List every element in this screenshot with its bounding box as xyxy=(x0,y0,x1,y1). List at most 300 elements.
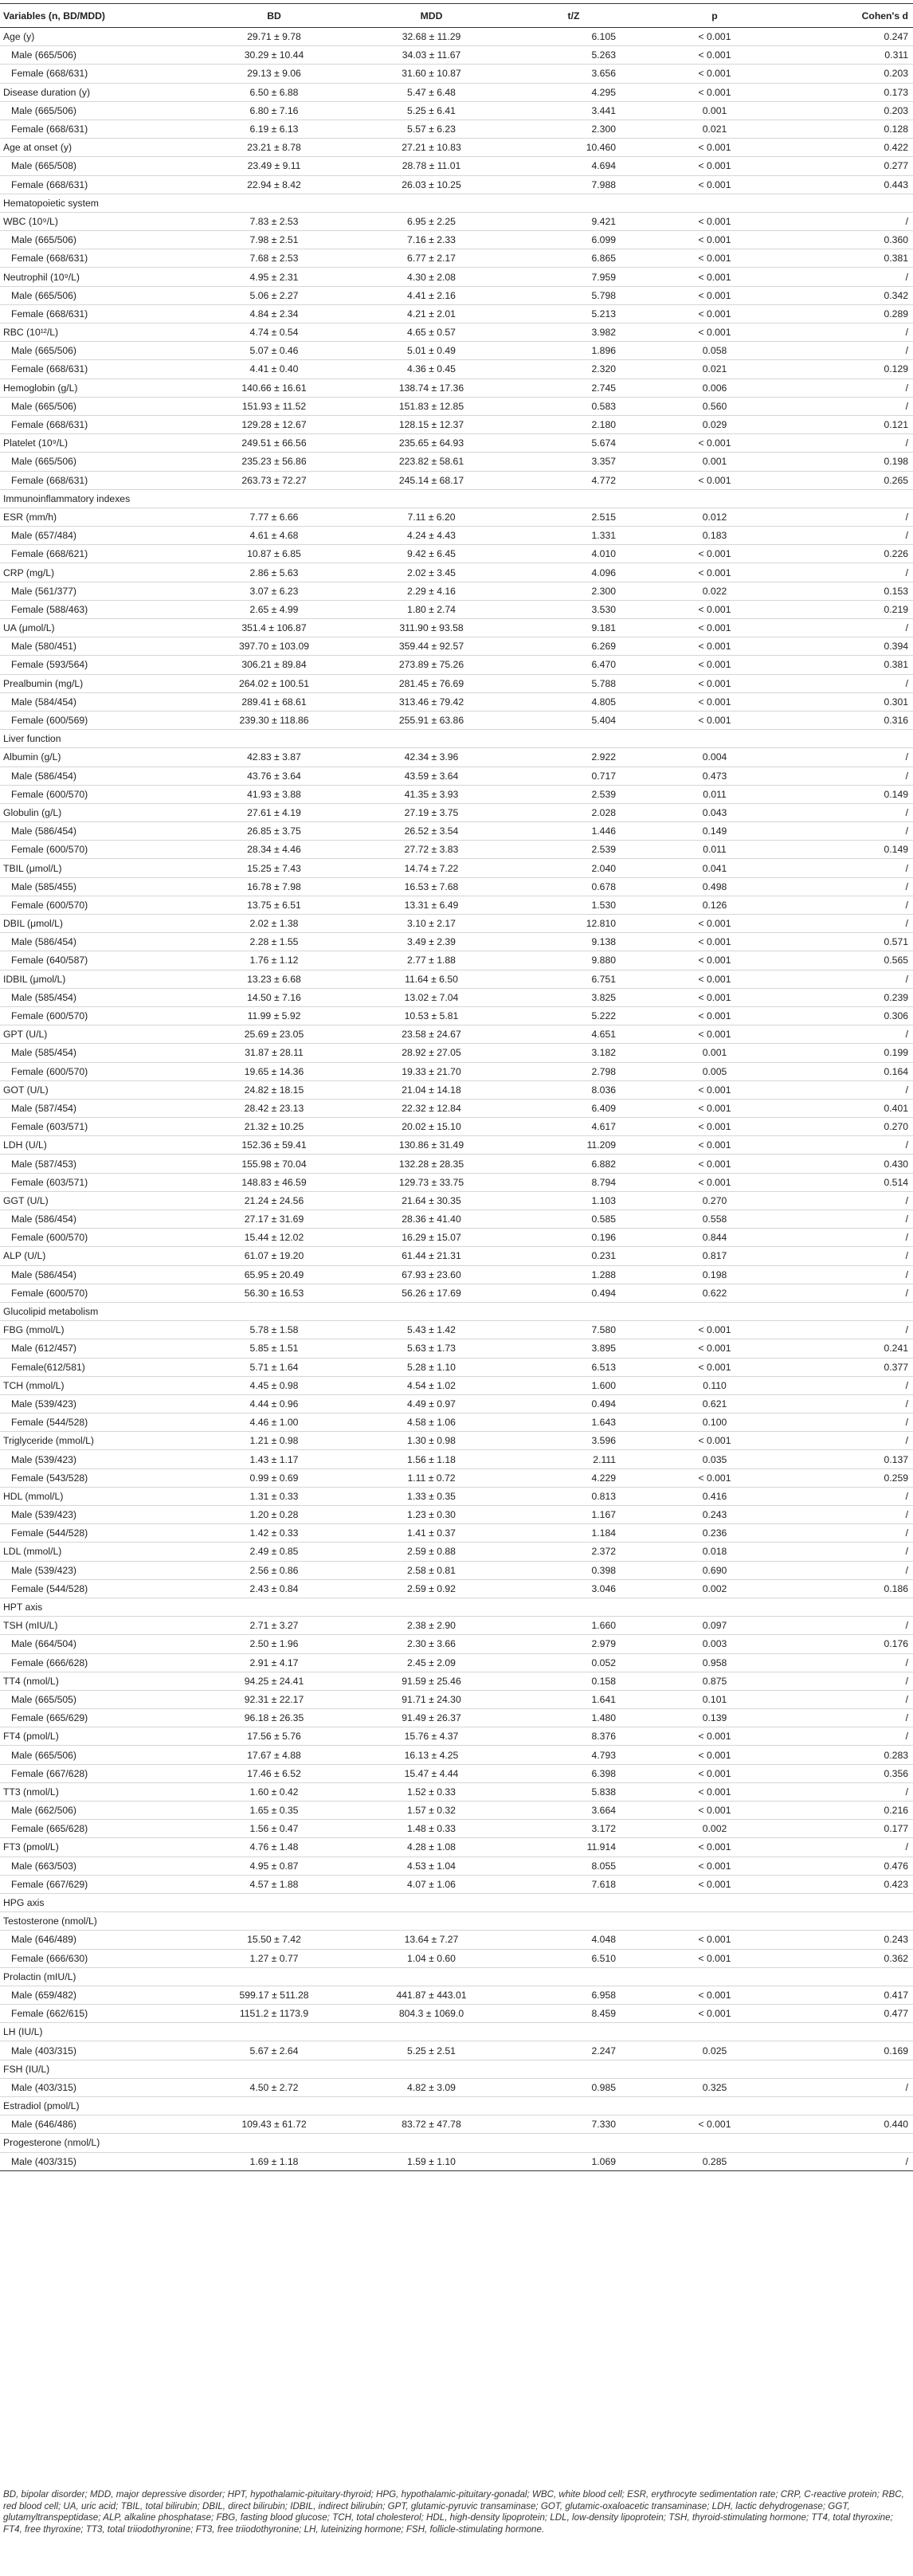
p-cell: < 0.001 xyxy=(630,1802,799,1820)
mdd-cell: 20.02 ± 15.10 xyxy=(349,1118,514,1136)
table-row xyxy=(0,83,913,101)
cohens-d-cell: 0.362 xyxy=(799,1949,913,1967)
cohens-d-cell: / xyxy=(799,896,913,914)
variable-cell: LH (IU/L) xyxy=(0,2023,199,2041)
t-z-cell: 4.651 xyxy=(514,1025,630,1044)
cohens-d-cell: 0.430 xyxy=(799,1155,913,1173)
p-cell: 0.029 xyxy=(630,415,799,433)
mdd-cell: 1.48 ± 0.33 xyxy=(349,1820,514,1838)
bd-cell xyxy=(199,1302,349,1320)
t-z-cell: 4.694 xyxy=(514,157,630,175)
p-cell: 0.416 xyxy=(630,1487,799,1505)
mdd-cell: 6.95 ± 2.25 xyxy=(349,212,514,230)
t-z-cell: 2.539 xyxy=(514,841,630,859)
table-row xyxy=(0,915,913,933)
mdd-cell: 4.36 ± 0.45 xyxy=(349,360,514,378)
cohens-d-cell: / xyxy=(799,323,913,342)
table-body xyxy=(0,28,913,2171)
mdd-cell: 5.47 ± 6.48 xyxy=(349,83,514,101)
mdd-cell: 130.86 ± 31.49 xyxy=(349,1136,514,1155)
cohens-d-cell: / xyxy=(799,378,913,397)
bd-cell: 2.56 ± 0.86 xyxy=(199,1561,349,1579)
t-z-cell: 3.664 xyxy=(514,1802,630,1820)
section-header-row xyxy=(0,489,913,508)
cohens-d-cell: / xyxy=(799,1709,913,1727)
mdd-cell xyxy=(349,2060,514,2078)
variable-cell: Male (664/504) xyxy=(0,1635,199,1653)
cohens-d-cell: 0.477 xyxy=(799,2005,913,2023)
t-z-cell: 8.794 xyxy=(514,1173,630,1191)
table-row xyxy=(0,970,913,988)
cohens-d-cell: 0.476 xyxy=(799,1857,913,1875)
variable-cell: Female (543/528) xyxy=(0,1468,199,1487)
variable-cell: Male (586/454) xyxy=(0,1265,199,1284)
mdd-cell: 15.76 ± 4.37 xyxy=(349,1727,514,1746)
t-z-cell: 5.788 xyxy=(514,674,630,692)
table-row xyxy=(0,65,913,83)
cohens-d-cell: / xyxy=(799,1432,913,1450)
cohens-d-cell: / xyxy=(799,212,913,230)
cohens-d-cell xyxy=(799,2060,913,2078)
bd-cell: 96.18 ± 26.35 xyxy=(199,1709,349,1727)
p-cell: 0.001 xyxy=(630,1044,799,1062)
p-cell: < 0.001 xyxy=(630,268,799,286)
cohens-d-cell xyxy=(799,1893,913,1911)
table-row xyxy=(0,1450,913,1468)
bd-cell: 1.27 ± 0.77 xyxy=(199,1949,349,1967)
t-z-cell: 7.330 xyxy=(514,2115,630,2134)
p-cell: < 0.001 xyxy=(630,1949,799,1967)
bd-cell: 7.83 ± 2.53 xyxy=(199,212,349,230)
p-cell: < 0.001 xyxy=(630,1468,799,1487)
table-row xyxy=(0,1949,913,1967)
table-row xyxy=(0,896,913,914)
cohens-d-cell: / xyxy=(799,342,913,360)
mdd-cell: 31.60 ± 10.87 xyxy=(349,65,514,83)
table-row xyxy=(0,1746,913,1764)
cohens-d-cell: / xyxy=(799,1025,913,1044)
bd-cell: 129.28 ± 12.67 xyxy=(199,415,349,433)
p-cell: < 0.001 xyxy=(630,83,799,101)
p-cell: 0.126 xyxy=(630,896,799,914)
bd-cell: 27.17 ± 31.69 xyxy=(199,1210,349,1229)
t-z-cell: 2.247 xyxy=(514,2041,630,2060)
table-row xyxy=(0,101,913,120)
mdd-cell: 13.31 ± 6.49 xyxy=(349,896,514,914)
mdd-cell: 21.64 ± 30.35 xyxy=(349,1191,514,1210)
table-row xyxy=(0,1432,913,1450)
t-z-cell: 2.979 xyxy=(514,1635,630,1653)
p-cell: < 0.001 xyxy=(630,915,799,933)
t-z-cell xyxy=(514,2060,630,2078)
table-row xyxy=(0,1044,913,1062)
t-z-cell: 4.048 xyxy=(514,1931,630,1949)
variable-cell: Female (668/631) xyxy=(0,65,199,83)
mdd-cell: 83.72 ± 47.78 xyxy=(349,2115,514,2134)
cohens-d-cell: / xyxy=(799,1561,913,1579)
variable-cell: Glucolipid metabolism xyxy=(0,1302,199,1320)
variable-cell: Female (640/587) xyxy=(0,951,199,970)
variable-cell: Male (539/423) xyxy=(0,1394,199,1413)
cohens-d-cell: / xyxy=(799,1782,913,1801)
cohens-d-cell: / xyxy=(799,527,913,545)
mdd-cell: 61.44 ± 21.31 xyxy=(349,1247,514,1265)
mdd-cell: 16.29 ± 15.07 xyxy=(349,1229,514,1247)
mdd-cell: 5.57 ± 6.23 xyxy=(349,120,514,138)
variable-cell: Estradiol (pmol/L) xyxy=(0,2097,199,2115)
header-variables: Variables (n, BD/MDD) xyxy=(0,4,199,28)
bd-cell: 148.83 ± 46.59 xyxy=(199,1173,349,1191)
table-row xyxy=(0,1118,913,1136)
mdd-cell: 4.82 ± 3.09 xyxy=(349,2078,514,2096)
table-row xyxy=(0,1543,913,1561)
t-z-cell: 4.805 xyxy=(514,692,630,711)
mdd-cell: 151.83 ± 12.85 xyxy=(349,397,514,415)
cohens-d-cell: 0.381 xyxy=(799,656,913,674)
cohens-d-cell: 0.247 xyxy=(799,28,913,46)
variable-cell: GGT (U/L) xyxy=(0,1191,199,1210)
bd-cell: 1.69 ± 1.18 xyxy=(199,2152,349,2170)
bd-cell: 1.20 ± 0.28 xyxy=(199,1506,349,1524)
mdd-cell: 22.32 ± 12.84 xyxy=(349,1099,514,1117)
p-cell xyxy=(630,2097,799,2115)
bd-cell: 29.71 ± 9.78 xyxy=(199,28,349,46)
cohens-d-cell: 0.422 xyxy=(799,139,913,157)
p-cell xyxy=(630,2060,799,2078)
variable-cell: Testosterone (nmol/L) xyxy=(0,1912,199,1931)
bd-cell: 249.51 ± 66.56 xyxy=(199,434,349,453)
cohens-d-cell xyxy=(799,2023,913,2041)
table-row xyxy=(0,1967,913,1986)
t-z-cell xyxy=(514,2134,630,2152)
p-cell: 0.139 xyxy=(630,1709,799,1727)
t-z-cell: 2.300 xyxy=(514,582,630,600)
variable-cell: RBC (10¹²/L) xyxy=(0,323,199,342)
variable-cell: Prolactin (mIU/L) xyxy=(0,1967,199,1986)
t-z-cell: 3.441 xyxy=(514,101,630,120)
p-cell: < 0.001 xyxy=(630,1782,799,1801)
cohens-d-cell: / xyxy=(799,1413,913,1432)
mdd-cell: 3.10 ± 2.17 xyxy=(349,915,514,933)
variable-cell: TBIL (μmol/L) xyxy=(0,859,199,877)
mdd-cell: 1.04 ± 0.60 xyxy=(349,1949,514,1967)
variable-cell: Age at onset (y) xyxy=(0,139,199,157)
variable-cell: Female (600/570) xyxy=(0,1006,199,1025)
table-row xyxy=(0,619,913,637)
bd-cell: 24.82 ± 18.15 xyxy=(199,1080,349,1099)
bd-cell: 0.99 ± 0.69 xyxy=(199,1468,349,1487)
variable-cell: Male (665/506) xyxy=(0,397,199,415)
p-cell: 0.041 xyxy=(630,859,799,877)
bd-cell: 351.4 ± 106.87 xyxy=(199,619,349,637)
variable-cell: Male (587/453) xyxy=(0,1155,199,1173)
bd-cell: 263.73 ± 72.27 xyxy=(199,471,349,489)
cohens-d-cell: 0.198 xyxy=(799,453,913,471)
table-row xyxy=(0,1986,913,2004)
mdd-cell: 26.03 ± 10.25 xyxy=(349,175,514,194)
cohens-d-cell: / xyxy=(799,1394,913,1413)
mdd-cell: 5.63 ± 1.73 xyxy=(349,1339,514,1358)
mdd-cell: 32.68 ± 11.29 xyxy=(349,28,514,46)
variable-cell: Female (668/631) xyxy=(0,249,199,268)
table-row xyxy=(0,2005,913,2023)
p-cell xyxy=(630,2023,799,2041)
bd-cell: 1151.2 ± 1173.9 xyxy=(199,2005,349,2023)
mdd-cell: 56.26 ± 17.69 xyxy=(349,1284,514,1302)
table-row xyxy=(0,342,913,360)
table-row xyxy=(0,2041,913,2060)
cohens-d-cell: 0.219 xyxy=(799,600,913,618)
bd-cell: 1.21 ± 0.98 xyxy=(199,1432,349,1450)
table-row xyxy=(0,1912,913,1931)
p-cell: < 0.001 xyxy=(630,1321,799,1339)
table-row xyxy=(0,600,913,618)
p-cell: < 0.001 xyxy=(630,1746,799,1764)
bd-cell: 152.36 ± 59.41 xyxy=(199,1136,349,1155)
variable-cell: Female (603/571) xyxy=(0,1173,199,1191)
table-row xyxy=(0,1413,913,1432)
t-z-cell: 7.959 xyxy=(514,268,630,286)
t-z-cell: 3.825 xyxy=(514,988,630,1006)
bd-cell: 23.21 ± 8.78 xyxy=(199,139,349,157)
mdd-cell: 67.93 ± 23.60 xyxy=(349,1265,514,1284)
bd-cell: 41.93 ± 3.88 xyxy=(199,785,349,803)
cohens-d-cell: / xyxy=(799,1080,913,1099)
t-z-cell: 5.838 xyxy=(514,1782,630,1801)
cohens-d-cell: 0.239 xyxy=(799,988,913,1006)
t-z-cell: 6.105 xyxy=(514,28,630,46)
variable-cell: FT3 (pmol/L) xyxy=(0,1838,199,1857)
table-row xyxy=(0,545,913,563)
table-row xyxy=(0,434,913,453)
t-z-cell: 3.982 xyxy=(514,323,630,342)
t-z-cell: 2.040 xyxy=(514,859,630,877)
mdd-cell xyxy=(349,730,514,748)
table-row xyxy=(0,1284,913,1302)
cohens-d-cell xyxy=(799,194,913,212)
p-cell: < 0.001 xyxy=(630,323,799,342)
bd-cell: 7.98 ± 2.51 xyxy=(199,231,349,249)
bd-cell: 397.70 ± 103.09 xyxy=(199,637,349,656)
p-cell: 0.558 xyxy=(630,1210,799,1229)
mdd-cell: 3.49 ± 2.39 xyxy=(349,933,514,951)
p-cell: 0.001 xyxy=(630,101,799,120)
p-cell: 0.621 xyxy=(630,1394,799,1413)
p-cell: 0.018 xyxy=(630,1543,799,1561)
t-z-cell: 4.229 xyxy=(514,1468,630,1487)
variable-cell: Male (539/423) xyxy=(0,1561,199,1579)
variable-cell: Immunoinflammatory indexes xyxy=(0,489,199,508)
variable-cell: Female (544/528) xyxy=(0,1524,199,1543)
cohens-d-cell: / xyxy=(799,1524,913,1543)
table-row xyxy=(0,1173,913,1191)
p-cell: 0.002 xyxy=(630,1820,799,1838)
table-row xyxy=(0,2152,913,2170)
mdd-cell: 4.21 ± 2.01 xyxy=(349,304,514,323)
t-z-cell: 2.300 xyxy=(514,120,630,138)
cohens-d-cell: 0.129 xyxy=(799,360,913,378)
t-z-cell xyxy=(514,2097,630,2115)
p-cell: < 0.001 xyxy=(630,434,799,453)
bd-cell: 1.56 ± 0.47 xyxy=(199,1820,349,1838)
mdd-cell: 4.41 ± 2.16 xyxy=(349,286,514,304)
cohens-d-cell xyxy=(799,1302,913,1320)
variable-cell: Male (665/506) xyxy=(0,231,199,249)
p-cell: < 0.001 xyxy=(630,600,799,618)
cohens-d-cell xyxy=(799,2134,913,2152)
mdd-cell xyxy=(349,1893,514,1911)
cohens-d-cell: 0.277 xyxy=(799,157,913,175)
cohens-d-cell: / xyxy=(799,563,913,582)
bd-cell: 28.34 ± 4.46 xyxy=(199,841,349,859)
t-z-cell: 3.172 xyxy=(514,1820,630,1838)
variable-cell: Hemoglobin (g/L) xyxy=(0,378,199,397)
p-cell: < 0.001 xyxy=(630,563,799,582)
variable-cell: Female (600/570) xyxy=(0,896,199,914)
cohens-d-cell: / xyxy=(799,767,913,785)
bd-cell: 30.29 ± 10.44 xyxy=(199,46,349,65)
table-row xyxy=(0,1653,913,1672)
cohens-d-cell: / xyxy=(799,1543,913,1561)
bd-cell: 23.49 ± 9.11 xyxy=(199,157,349,175)
p-cell: < 0.001 xyxy=(630,970,799,988)
p-cell: 0.011 xyxy=(630,785,799,803)
table-row xyxy=(0,1099,913,1117)
p-cell: < 0.001 xyxy=(630,637,799,656)
bd-cell: 264.02 ± 100.51 xyxy=(199,674,349,692)
t-z-cell xyxy=(514,194,630,212)
mdd-cell: 2.59 ± 0.92 xyxy=(349,1579,514,1598)
variable-cell: HPT axis xyxy=(0,1598,199,1616)
mdd-cell: 1.30 ± 0.98 xyxy=(349,1432,514,1450)
variable-cell: Male (665/506) xyxy=(0,453,199,471)
cohens-d-cell: / xyxy=(799,1506,913,1524)
bd-cell: 92.31 ± 22.17 xyxy=(199,1690,349,1708)
variable-cell: FT4 (pmol/L) xyxy=(0,1727,199,1746)
p-cell: 0.058 xyxy=(630,342,799,360)
table-row xyxy=(0,877,913,896)
bd-cell: 7.68 ± 2.53 xyxy=(199,249,349,268)
cohens-d-cell: 0.176 xyxy=(799,1635,913,1653)
table-row xyxy=(0,1062,913,1080)
mdd-cell: 11.64 ± 6.50 xyxy=(349,970,514,988)
bd-cell: 5.06 ± 2.27 xyxy=(199,286,349,304)
variable-cell: Male (585/454) xyxy=(0,988,199,1006)
cohens-d-cell: 0.417 xyxy=(799,1986,913,2004)
p-cell: 0.006 xyxy=(630,378,799,397)
variable-cell: Male (657/484) xyxy=(0,527,199,545)
t-z-cell: 8.376 xyxy=(514,1727,630,1746)
variable-cell: Male (403/315) xyxy=(0,2041,199,2060)
p-cell: 0.270 xyxy=(630,1191,799,1210)
p-cell: < 0.001 xyxy=(630,471,799,489)
p-cell: < 0.001 xyxy=(630,1931,799,1949)
bd-cell: 6.80 ± 7.16 xyxy=(199,101,349,120)
bd-cell: 28.42 ± 23.13 xyxy=(199,1099,349,1117)
t-z-cell: 2.372 xyxy=(514,1543,630,1561)
table-row xyxy=(0,674,913,692)
cohens-d-cell: 0.259 xyxy=(799,1468,913,1487)
t-z-cell: 3.182 xyxy=(514,1044,630,1062)
p-cell: < 0.001 xyxy=(630,1099,799,1117)
t-z-cell: 7.580 xyxy=(514,1321,630,1339)
table-row xyxy=(0,1727,913,1746)
table-row xyxy=(0,1672,913,1690)
mdd-cell: 1.59 ± 1.10 xyxy=(349,2152,514,2170)
p-cell: < 0.001 xyxy=(630,988,799,1006)
p-cell: < 0.001 xyxy=(630,1986,799,2004)
p-cell: 0.001 xyxy=(630,453,799,471)
variable-cell: Female (668/631) xyxy=(0,360,199,378)
table-row xyxy=(0,139,913,157)
bd-cell: 2.71 ± 3.27 xyxy=(199,1617,349,1635)
header-t-z: t/Z xyxy=(514,4,630,28)
p-cell: < 0.001 xyxy=(630,304,799,323)
t-z-cell: 10.460 xyxy=(514,139,630,157)
t-z-cell xyxy=(514,1893,630,1911)
bd-cell: 4.76 ± 1.48 xyxy=(199,1838,349,1857)
variable-cell: TT4 (nmol/L) xyxy=(0,1672,199,1690)
t-z-cell: 1.103 xyxy=(514,1191,630,1210)
bd-cell: 15.50 ± 7.42 xyxy=(199,1931,349,1949)
t-z-cell: 0.678 xyxy=(514,877,630,896)
variable-cell: Male (586/454) xyxy=(0,1210,199,1229)
cohens-d-cell xyxy=(799,1598,913,1616)
bd-cell xyxy=(199,1893,349,1911)
mdd-cell: 7.16 ± 2.33 xyxy=(349,231,514,249)
t-z-cell: 5.798 xyxy=(514,286,630,304)
mdd-cell: 1.80 ± 2.74 xyxy=(349,600,514,618)
table-row xyxy=(0,1690,913,1708)
variable-cell: Male (665/505) xyxy=(0,1690,199,1708)
mdd-cell: 14.74 ± 7.22 xyxy=(349,859,514,877)
p-cell: < 0.001 xyxy=(630,1838,799,1857)
variable-cell: GPT (U/L) xyxy=(0,1025,199,1044)
t-z-cell: 4.010 xyxy=(514,545,630,563)
table-row xyxy=(0,231,913,249)
t-z-cell: 2.539 xyxy=(514,785,630,803)
mdd-cell: 41.35 ± 3.93 xyxy=(349,785,514,803)
t-z-cell: 6.409 xyxy=(514,1099,630,1117)
t-z-cell: 1.896 xyxy=(514,342,630,360)
p-cell: < 0.001 xyxy=(630,1727,799,1746)
cohens-d-cell: / xyxy=(799,397,913,415)
p-cell: < 0.001 xyxy=(630,933,799,951)
variable-cell: ALP (U/L) xyxy=(0,1247,199,1265)
t-z-cell: 9.181 xyxy=(514,619,630,637)
bd-cell xyxy=(199,1598,349,1616)
p-cell: 0.002 xyxy=(630,1579,799,1598)
t-z-cell: 6.398 xyxy=(514,1764,630,1782)
t-z-cell: 6.470 xyxy=(514,656,630,674)
table-row xyxy=(0,28,913,46)
t-z-cell: 4.772 xyxy=(514,471,630,489)
table-row xyxy=(0,527,913,545)
table-row xyxy=(0,711,913,729)
variable-cell: Male (587/454) xyxy=(0,1099,199,1117)
t-z-cell: 12.810 xyxy=(514,915,630,933)
cohens-d-cell: 0.121 xyxy=(799,415,913,433)
bd-cell: 2.65 ± 4.99 xyxy=(199,600,349,618)
table-row xyxy=(0,803,913,821)
mdd-cell: 5.25 ± 2.51 xyxy=(349,2041,514,2060)
bd-cell: 43.76 ± 3.64 xyxy=(199,767,349,785)
bd-cell: 56.30 ± 16.53 xyxy=(199,1284,349,1302)
p-cell: 0.243 xyxy=(630,1506,799,1524)
bd-cell: 6.19 ± 6.13 xyxy=(199,120,349,138)
bd-cell xyxy=(199,2134,349,2152)
t-z-cell: 0.052 xyxy=(514,1653,630,1672)
